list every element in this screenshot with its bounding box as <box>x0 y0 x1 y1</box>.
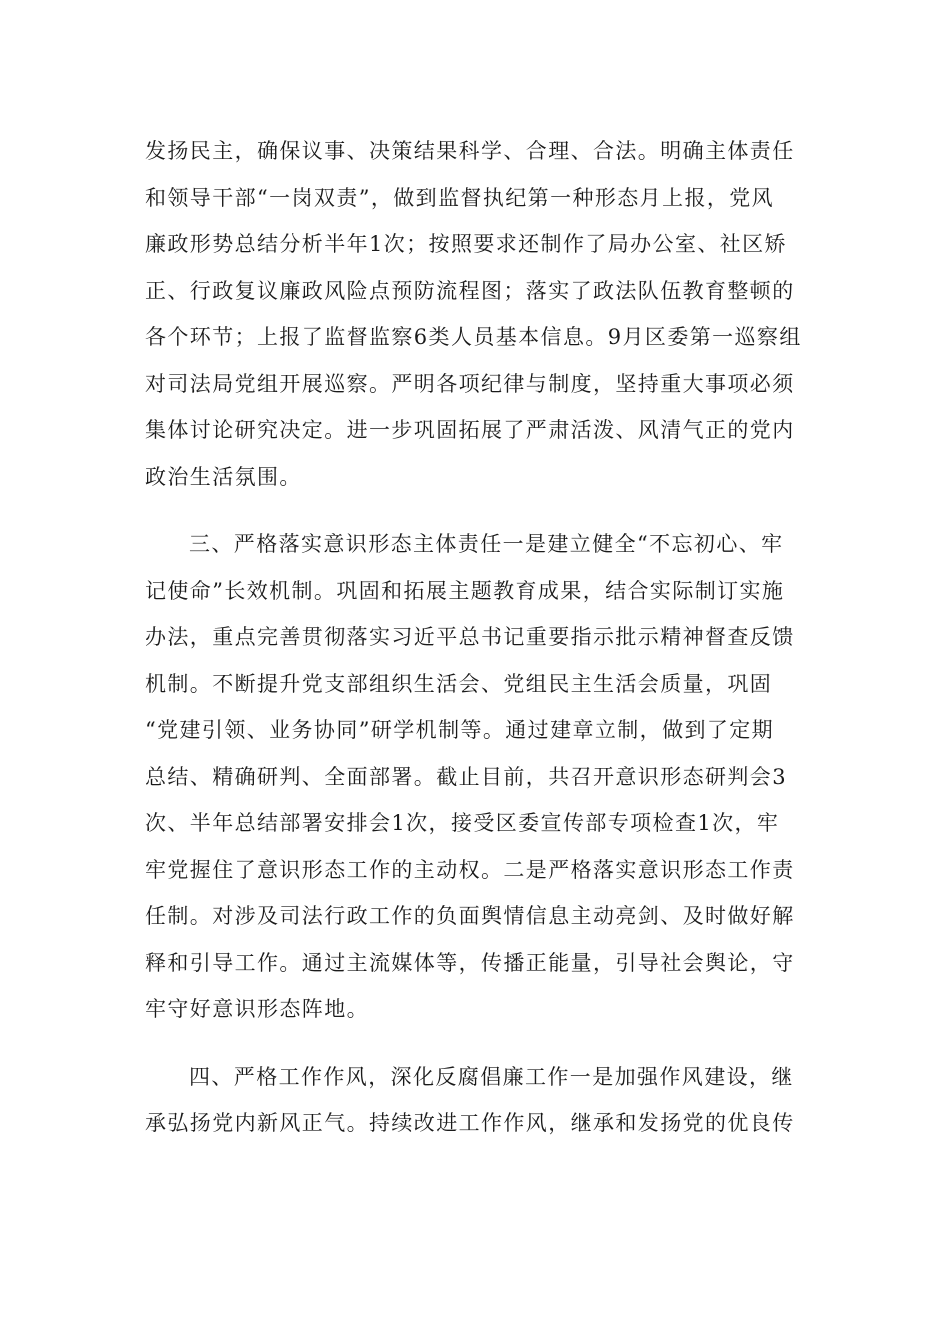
paragraph-gap <box>145 1033 805 1054</box>
paragraph-1 <box>145 128 805 500</box>
text-line: 承弘扬党内新风正气。持续改进工作作风，继承和发扬党的优良传 <box>145 1111 795 1135</box>
text-line: “党建引领、业务协同”研学机制等。通过建章立制，做到了定期 <box>145 718 775 742</box>
text-line: 记使命”长效机制。巩固和拓展主题教育成果，结合实际制订实施 <box>145 578 785 603</box>
text-line: 牢守好意识形态阵地。 <box>145 997 369 1021</box>
text-line: 三、严格落实意识形态主体责任一是建立健全“不忘初心、牢 <box>189 532 784 556</box>
text-line: 政治生活氛围。 <box>145 464 302 489</box>
text-line: 任制。对涉及司法行政工作的负面舆情信息主动亮剑、及时做好解 <box>145 904 795 928</box>
text-line: 廉政形势总结分析半年1次；按照要求还制作了局办公室、社区矫 <box>145 232 787 256</box>
paragraph-gap <box>145 500 805 521</box>
text-line: 四、严格工作作风，深化反腐倡廉工作一是加强作风建设，继 <box>189 1064 794 1089</box>
text-line: 释和引导工作。通过主流媒体等，传播正能量，引导社会舆论，守 <box>145 950 795 975</box>
text-line: 集体讨论研究决定。进一步巩固拓展了严肃活泼、风清气正的党内 <box>145 418 795 442</box>
text-line: 正、行政复议廉政风险点预防流程图；落实了政法队伍教育整顿的 <box>145 278 795 303</box>
paragraph-3 <box>145 1054 805 1147</box>
text-line: 和领导干部“一岗双责”，做到监督执纪第一种形态月上报，党风 <box>145 185 775 210</box>
text-line: 办法，重点完善贯彻落实习近平总书记重要指示批示精神督查反馈 <box>145 625 795 649</box>
body-text <box>145 128 805 1147</box>
text-line: 发扬民主，确保议事、决策结果科学、合理、合法。明确主体责任 <box>145 139 795 163</box>
text-line: 对司法局党组开展巡察。严明各项纪律与制度，坚持重大事项必须 <box>145 371 795 396</box>
text-line: 牢党握住了意识形态工作的主动权。二是严格落实意识形态工作责 <box>145 857 795 882</box>
text-line: 次、半年总结部署安排会1次，接受区委宣传部专项检查1次，牢 <box>145 811 780 835</box>
text-line: 总结、精确研判、全面部署。截止目前，共召开意识形态研判会3 <box>145 764 787 789</box>
text-line: 各个环节；上报了监督监察6类人员基本信息。9月区委第一巡察组 <box>145 325 802 349</box>
text-line: 机制。不断提升党支部组织生活会、党组民主生活会质量，巩固 <box>145 671 773 696</box>
paragraph-2 <box>145 521 805 1033</box>
